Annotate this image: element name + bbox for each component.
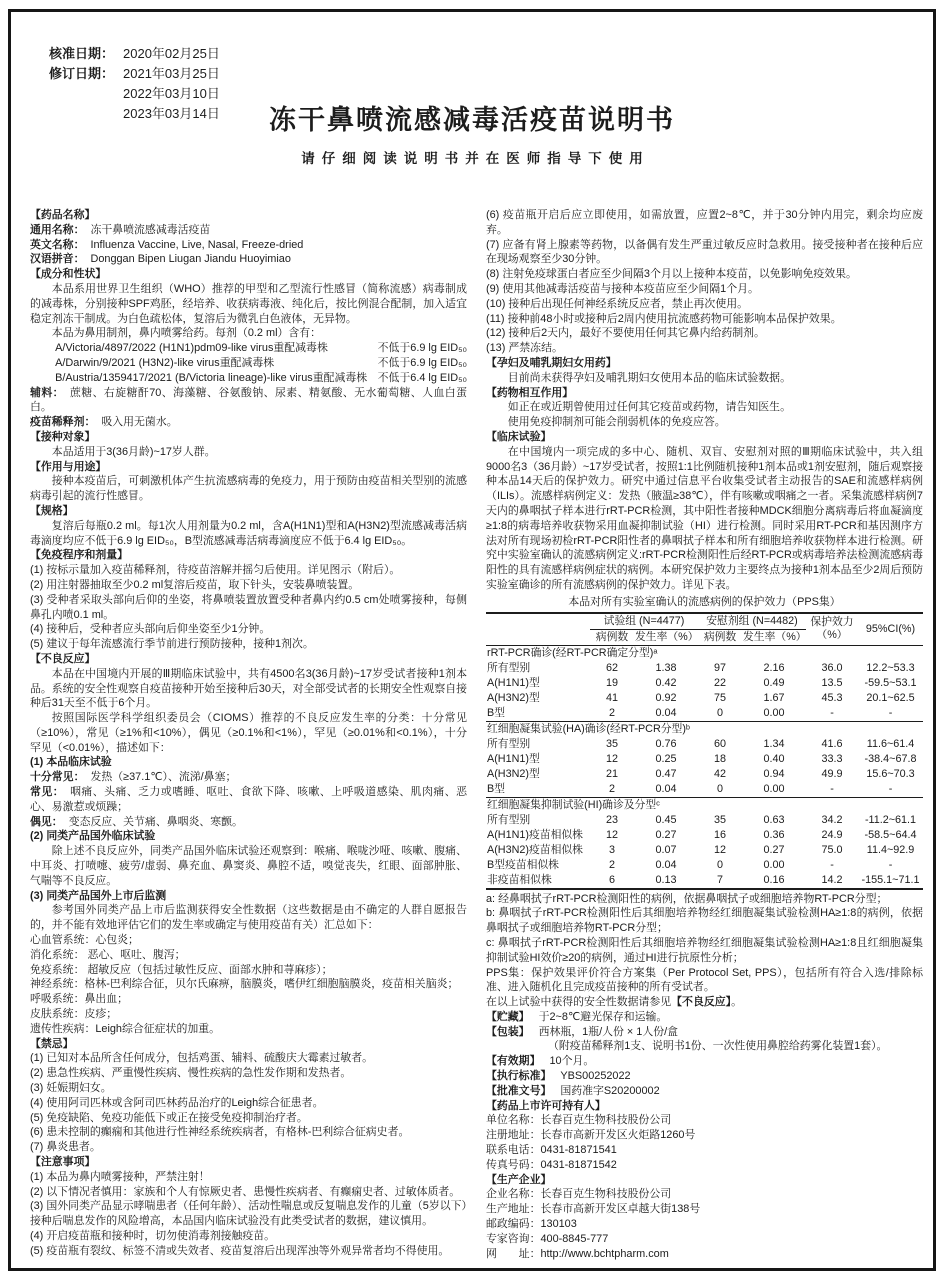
approval-date-row <box>49 44 220 64</box>
text: 。 <box>731 996 742 1009</box>
paragraph: 参考国外同类产品上市后监测获得安全性数据（这些数据是由不确定的人群自愿报告的，并不能有效地评估它们的发生率或确定与使用疫苗有关）汇总如下： <box>30 904 467 932</box>
table-cell: 14.2 <box>821 873 843 886</box>
labeled-line <box>30 785 467 815</box>
bold-subheading: (1) 本品临床试验 <box>30 756 112 769</box>
text-line: 邮政编码：130103 <box>486 1218 577 1231</box>
text-line: a: 经鼻咽拭子rRT-PCR检测阳性的病例，依据鼻咽拭子或细胞培养物RT-PCR分型； <box>486 892 888 905</box>
text-line: 单位名称：长春百克生物科技股份公司 <box>486 1114 672 1127</box>
table-cell: -59.5~53.1 <box>864 676 917 689</box>
table-cell: B型 <box>487 706 505 719</box>
text-line: 心血管系统：心包炎； <box>30 934 139 947</box>
table-cell: 19 <box>605 676 618 689</box>
text-line: (2) 用注射器抽取至少0.2 ml复溶后疫苗，取下针头，安装鼻喷装置。 <box>30 578 360 591</box>
table-cell: 34.2 <box>821 813 843 826</box>
table-cell: 97 <box>714 661 727 674</box>
heading-text: 【药品名称】 <box>30 209 96 221</box>
section-heading <box>30 652 467 667</box>
indented-line: （附疫苗稀释剂1支、说明书1份、一次性使用鼻腔给药雾化装置1套）。 <box>548 1040 888 1053</box>
strain-name: B/Austria/1359417/2021 (B/Victoria lineage)-like virus重配减毒株 <box>55 371 368 384</box>
table-cell: 23 <box>605 813 618 826</box>
table-cell: - <box>888 858 893 871</box>
paragraph: 接种本疫苗后，可刺激机体产生抗流感病毒的免疫力，用于预防由疫苗相关型别的流感病毒引起的流行性感冒。 <box>30 475 467 503</box>
text-line: (6) 患未控制的癫痫和其他进行性神经系统疾病者，有格林-巴利综合征病史者。 <box>30 1126 410 1139</box>
column-header: 发生率（%） <box>635 630 699 643</box>
table-cell: 75.0 <box>821 843 843 856</box>
line-label: 常见： <box>30 786 65 799</box>
text-line: (13) 严禁冻结。 <box>486 342 563 355</box>
paragraph: 目前尚未获得孕妇及哺乳期妇女使用本品的临床试验数据。 <box>507 371 791 384</box>
text-line: (2) 以下情况者慎用：家族和个人有惊厥史者、患慢性疾病者、有癫痫史者、过敏体质者。 <box>30 1185 461 1198</box>
text-line: (4) 接种后，受种者应头部向后仰坐姿至少1分钟。 <box>30 623 271 636</box>
table-cell: 0.00 <box>763 858 785 871</box>
table-cell: 15.6~70.3 <box>866 767 915 780</box>
table-cell: 0.40 <box>763 752 785 765</box>
table-cell: 12 <box>605 828 618 841</box>
table-cell: B型疫苗相似株 <box>487 858 559 871</box>
table-cell: 0 <box>717 706 724 719</box>
title-block <box>11 98 933 167</box>
text-line: (6) 疫苗瓶开启后应立即使用，如需放置，应置2~8℃，并于30分钟内用完，剩余均应废弃。 <box>486 209 923 236</box>
table-cell: 0.94 <box>763 767 785 780</box>
line-value: 变态反应、关节痛、鼻咽炎、寒颤。 <box>68 815 243 828</box>
table-row <box>486 843 923 858</box>
table-cell: 60 <box>714 737 727 750</box>
table-row <box>486 752 923 767</box>
text-line: 免疫系统： 超敏反应（包括过敏性反应、面部水肿和荨麻疹）； <box>30 963 333 976</box>
labeled-line <box>30 238 467 253</box>
paragraph: 如正在或近期曾使用过任何其它疫苗或药物，请告知医生。 <box>507 401 791 414</box>
efficacy-table <box>486 612 923 890</box>
table-cell: 0.07 <box>655 843 677 856</box>
table-row <box>486 737 923 752</box>
text-line: (7) 鼻炎患者。 <box>30 1141 101 1154</box>
table-cell: A(H3N2)型 <box>487 767 540 780</box>
section-heading <box>486 1099 923 1114</box>
text-line: (3) 国外同类产品显示哮喘患者（任何年龄）、活动性喘息或反复喘息发作的儿童（5岁以下）接种后喘息发作的风险增高，本品国内临床试验没有此类受试者的数据，建议慎用。 <box>30 1200 467 1228</box>
column-header: 病例数 <box>595 630 629 643</box>
text-line: (11) 接种前48小时或接种后2周内使用抗流感药物可能影响本品保护效果。 <box>486 312 842 325</box>
table-row <box>486 828 923 843</box>
table-cell: 2.16 <box>763 661 785 674</box>
right-column <box>486 208 923 1261</box>
heading-text: 【作用与用途】 <box>30 460 107 473</box>
table-cell: 45.3 <box>821 691 843 704</box>
table-cell: 0.47 <box>655 767 677 780</box>
heading-text: 【药物相互作用】 <box>486 386 574 399</box>
heading-text: 【执行标准】 <box>486 1070 552 1083</box>
text-line: 注册地址：长春市高新开发区火炬路1260号 <box>486 1129 696 1142</box>
section-heading <box>486 386 923 401</box>
table-cell: 非疫苗相似株 <box>487 873 552 886</box>
table-cell: 所有型别 <box>487 661 531 674</box>
text-line: 专家咨询：400-8845-777 <box>486 1232 609 1245</box>
text-line: 企业名称：长春百克生物科技股份公司 <box>486 1188 672 1201</box>
table-cell: 2 <box>608 858 615 871</box>
line-value: 咽痛、头痛、乏力或嗜睡、呕吐、食欲下降、咳嗽、上呼吸道感染、肌肉痛、恶心、易激惹或烦躁； <box>30 786 467 813</box>
section-heading <box>486 1173 923 1188</box>
table-cell: 0.00 <box>763 782 785 795</box>
table-cell: 1.34 <box>763 737 785 750</box>
revision-date-value: 2023年03月14日 <box>123 106 220 121</box>
strain-titer: 不低于6.9 lg EID₅₀ <box>377 356 467 369</box>
section-heading <box>486 1054 923 1069</box>
line-label: 通用名称： <box>30 223 85 236</box>
paragraph: 按照国际医学科学组织委员会（CIOMS）推荐的不良反应发生率的分类：十分常见（≥10%），常见（≥1%和<10%），偶见（≥0.1%和<1%），罕见（≥0.01%和<0.1%），十分罕见（<0.01%），描述如下： <box>30 712 467 754</box>
section-heading <box>30 430 467 445</box>
table-cell: 0.45 <box>655 813 677 826</box>
table-cell: 12.2~53.3 <box>866 661 915 674</box>
text-line: PPS集：保护效果评价符合方案集（Per Protocol Set, PPS），包括所有符合入选/排除标准、进入随机化且完成疫苗接种的所有受试者。 <box>486 966 923 994</box>
table-cell: 12 <box>714 843 727 856</box>
heading-text: 【成分和性状】 <box>30 268 107 281</box>
bold-reference: 【不良反应】 <box>671 996 732 1009</box>
table-row <box>486 767 923 782</box>
strain-titer: 不低于6.4 lg EID₅₀ <box>377 371 467 384</box>
table-section-row <box>486 645 923 661</box>
strain-row <box>30 356 467 371</box>
table-row <box>486 873 923 889</box>
text-line: (1) 本品为鼻内喷雾接种，严禁注射！ <box>30 1170 210 1183</box>
table-section-row <box>486 721 923 737</box>
table-row <box>486 676 923 691</box>
table-cell: 11.6~61.4 <box>866 737 915 750</box>
table-cell: - <box>830 706 834 719</box>
table-cell: 0.04 <box>655 782 677 795</box>
table-section-label: 红细胞凝集试验(HA)确诊(经RT-PCR分型)ᵇ <box>486 721 923 737</box>
table-cell: 6 <box>608 873 615 886</box>
table-cell: A(H1N1)型 <box>487 752 540 765</box>
table-cell: A(H1N1)型 <box>487 676 540 689</box>
line-value: 发热（≥37.1℃）、流涕/鼻塞； <box>90 771 237 784</box>
table-cell: 0.13 <box>655 873 677 886</box>
table-title: 本品对所有实验室确认的流感病例的保护效力（PPS集） <box>568 595 841 608</box>
text-line: (2) 患急性疾病、严重慢性疾病、慢性疾病的急性发作期和发热者。 <box>30 1067 352 1080</box>
text-line <box>486 995 923 1010</box>
heading-text: 【临床试验】 <box>486 430 552 443</box>
table-header-row <box>486 613 923 630</box>
table-cell: 49.9 <box>821 767 843 780</box>
strain-titer: 不低于6.9 lg EID₅₀ <box>377 342 467 355</box>
table-cell: B型 <box>487 782 505 795</box>
text-line: (5) 建议于每年流感流行季节前进行预防接种，接种1剂次。 <box>30 638 314 651</box>
line-value: 吸入用无菌水。 <box>101 416 178 429</box>
line-value: 蔗糖、右旋糖酐70、海藻糖、谷氨酸钠、尿素、精氨酸、无水葡萄糖、人血白蛋白。 <box>30 386 467 414</box>
text-line: (12) 接种后2天内，最好不要使用任何其它鼻内给药制剂。 <box>486 327 765 340</box>
labeled-line <box>30 386 467 416</box>
table-cell: -58.5~64.4 <box>864 828 917 841</box>
text-line: (3) 受种者采取头部向后仰的坐姿，将鼻喷装置放置受种者鼻内约0.5 cm处喷雾接种，每侧鼻孔内喷0.1 ml。 <box>30 593 467 621</box>
table-cell: 22 <box>714 676 727 689</box>
text-line: (1) 已知对本品所含任何成分，包括鸡蛋、辅料、硫酸庆大霉素过敏者。 <box>30 1052 374 1065</box>
heading-text: 【有效期】 <box>486 1055 541 1068</box>
table-cell: 75 <box>714 691 727 704</box>
table-cell: 0.92 <box>655 691 677 704</box>
table-cell: 36.0 <box>821 661 843 674</box>
bold-subheading: (3) 同类产品国外上市后监测 <box>30 889 167 902</box>
paragraph: 除上述不良反应外，同类产品国外临床试验还观察到：喉痛、喉咙沙哑、咳嗽、腹痛、中耳炎、打喷嚏、疲劳/虚弱、鼻充血、鼻窦炎、鼻腔不适，嗅觉丧失，红眼、面部肿胀、气喘等不良反应。 <box>30 845 467 887</box>
table-cell: 18 <box>714 752 727 765</box>
table-cell: 0.42 <box>655 676 677 689</box>
table-section-row <box>486 797 923 813</box>
table-cell: -155.1~71.1 <box>861 873 920 886</box>
strain-row <box>30 341 467 356</box>
table-row <box>486 706 923 722</box>
bold-subheading: (2) 同类产品国外临床试验 <box>30 830 156 843</box>
text-line: (4) 开启疫苗瓶和接种时，切勿使消毒剂接触疫苗。 <box>30 1229 276 1242</box>
section-heading <box>486 1025 923 1040</box>
table-row <box>486 858 923 873</box>
section-heading <box>30 548 467 563</box>
table-cell: A(H3N2)疫苗相似株 <box>487 843 583 856</box>
document-subtitle: 请仔细阅读说明书并在医师指导下使用 <box>301 151 650 166</box>
table-cell: 3 <box>608 843 615 856</box>
table-cell: 35 <box>714 813 727 826</box>
body-columns <box>30 208 923 1261</box>
table-cell: 所有型别 <box>487 737 531 750</box>
corner-cell <box>486 613 590 646</box>
table-cell: 0 <box>717 782 724 795</box>
page-border-frame <box>8 9 936 1271</box>
table-section-label: rRT-PCR确诊(经RT-PCR确定分型)ᵃ <box>487 646 658 659</box>
paragraph: 复溶后每瓶0.2 ml。每1次人用剂量为0.2 ml，含A(H1N1)型和A(H3N2)型流感减毒活病毒滴度均应不低于6.9 lg EID₅₀，B型流感减毒活病毒滴度应不低于6.4 lg EID₅₀。 <box>30 519 467 547</box>
text-line: (8) 注射免疫球蛋白者应至少间隔3个月以上接种本疫苗，以免影响免疫效果。 <box>486 268 857 281</box>
section-heading <box>486 356 923 371</box>
labeled-line <box>30 815 467 830</box>
table-cell: 20.1~62.5 <box>866 691 915 704</box>
table-cell: -38.4~67.8 <box>864 752 917 765</box>
line-label: 汉语拼音： <box>30 253 85 266</box>
table-cell: 12 <box>605 752 618 765</box>
line-label: 偶见： <box>30 815 63 828</box>
table-cell: 0.00 <box>763 706 785 719</box>
labeled-line <box>30 223 467 238</box>
section-heading <box>30 460 467 475</box>
text-line: 消化系统： 恶心、呕吐、腹泻； <box>30 948 186 961</box>
line-label: 疫苗稀释剂： <box>30 416 96 429</box>
table-cell: A(H3N2)型 <box>487 691 540 704</box>
table-cell: 0.36 <box>763 828 785 841</box>
text-line: 网 址：http://www.bchtpharm.com <box>486 1247 669 1260</box>
table-cell: 33.3 <box>821 752 843 765</box>
table-cell: 0.04 <box>655 858 677 871</box>
strain-name: A/Victoria/4897/2022 (H1N1)pdm09-like virus重配减毒株 <box>55 342 328 355</box>
strain-name: A/Darwin/9/2021 (H3N2)-like virus重配减毒株 <box>55 356 275 369</box>
section-heading <box>486 430 923 445</box>
paragraph: 本品适用于3(36月龄)~17岁人群。 <box>51 445 216 458</box>
table-cell: - <box>830 782 834 795</box>
text-line: 生产地址：长春市高新开发区卓越大街138号 <box>486 1203 701 1216</box>
table-cell: 0.76 <box>655 737 677 750</box>
table-cell: 0.25 <box>655 752 677 765</box>
heading-value: 10个月。 <box>549 1055 595 1068</box>
table-cell: 35 <box>605 737 618 750</box>
table-cell: - <box>888 782 893 795</box>
line-label: 辅料： <box>30 386 64 399</box>
heading-text: 【批准文号】 <box>486 1084 552 1097</box>
approval-date-label: 核准日期： <box>49 46 115 61</box>
text-line: c: 鼻咽拭子rRT-PCR检测阳性后其细胞培养物经红细胞凝集试验检测HA≥1:8且红细胞凝集抑制试验HI效价≥20的病例，通过HI进行抗原性分析； <box>486 936 923 964</box>
section-heading <box>486 1069 923 1084</box>
table-cell: 0.49 <box>763 676 785 689</box>
heading-value: YBS00252022 <box>560 1070 631 1083</box>
table-row <box>486 813 923 828</box>
table-cell: -11.2~61.1 <box>864 813 917 826</box>
text-line: 传真号码：0431-81871542 <box>486 1158 617 1171</box>
revision-date-value: 2021年03月25日 <box>123 66 220 81</box>
table-cell: 所有型别 <box>487 813 531 826</box>
text-line: (10) 接种后出现任何神经系统反应者，禁止再次使用。 <box>486 297 748 310</box>
table-cell: 0.16 <box>763 873 785 886</box>
text-line: (1) 按标示量加入疫苗稀释剂，待疫苗溶解并摇匀后使用。详见图示（附后）。 <box>30 564 401 577</box>
text-line: (3) 妊娠期妇女。 <box>30 1082 112 1095</box>
revision-date-value: 2022年03月10日 <box>123 86 220 101</box>
heading-value: 国药准字S20200002 <box>560 1084 660 1097</box>
revision-date-row <box>49 64 220 84</box>
table-cell: 16 <box>714 828 727 841</box>
table-cell: 0.04 <box>655 706 677 719</box>
section-heading <box>30 208 467 223</box>
approval-date-value: 2020年02月25日 <box>123 46 220 61</box>
heading-text: 【注意事项】 <box>30 1156 96 1168</box>
text: 在以上试验中获得的安全性数据请参见 <box>486 996 672 1009</box>
table-cell: 13.5 <box>821 676 843 689</box>
heading-text: 【免疫程序和剂量】 <box>30 549 129 562</box>
revision-date-label: 修订日期： <box>49 66 115 81</box>
line-label: 十分常见： <box>30 771 85 784</box>
table-cell: A(H1N1)疫苗相似株 <box>487 828 583 841</box>
section-heading <box>486 1084 923 1099</box>
heading-text: 【禁忌】 <box>30 1037 74 1050</box>
text-line: 呼吸系统：鼻出血； <box>30 993 129 1006</box>
column-group-header: 安慰剂组 (N=4482) <box>698 613 806 630</box>
line-label: 英文名称： <box>30 238 85 251</box>
line-value: 冻干鼻喷流感减毒活疫苗 <box>90 223 211 236</box>
text-line: 遗传性疾病：Leigh综合征症状的加重。 <box>30 1022 221 1035</box>
column-header: 发生率（%） <box>743 630 807 643</box>
paragraph: 本品系用世界卫生组织（WHO）推荐的甲型和乙型流行性感冒（简称流感）病毒制成的减毒株，分别接种SPF鸡胚，经培养、收获病毒液、纯化后，按比例混合配制，加入适宜稳定剂冻干制成。为白色疏松体，复溶后为微乳白色液体，无异物。 <box>30 282 467 325</box>
labeled-line <box>30 770 467 785</box>
table-cell: - <box>830 858 834 871</box>
table-cell: 42 <box>714 767 727 780</box>
heading-text: 【药品上市许可持有人】 <box>486 1099 606 1112</box>
text-line: 神经系统：格林-巴利综合征，贝尔氏麻痹，脑膜炎，嗜伊红细胞脑膜炎，疫苗相关脑炎； <box>30 978 459 991</box>
table-cell: 41.6 <box>821 737 843 750</box>
section-heading <box>30 1037 467 1052</box>
table-cell: 0.27 <box>763 843 785 856</box>
table-section-label: 红细胞凝集抑制试验(HI)确诊及分型ᶜ <box>486 797 923 813</box>
paragraph: 在中国境内一项完成的多中心、随机、双盲、安慰剂对照的Ⅲ期临床试验中，共入组9000名3（36月龄）~17岁受试者，按照1:1比例随机接种1剂本品或1剂安慰剂，随后观察接种本品14天后的保护效力。研究中通过信息平台收集受试者主动报告的SAE和流感样病例（ILIs）。流感样病例定义：发热（腋温≥38℃），伴有咳嗽或咽痛之一者。采集流感样病例7天内的鼻咽拭子样本进行rRT-PCR检测，其中阳性者接种MDCK细胞分离病毒后将血凝滴度≥1:8的病毒培养收获物采用血凝抑制试验（HI）进行检测。同时采用RT-PCR和基因测序方法对所有现场初检rRT-PCR阳性者的鼻咽拭子样本和所有细胞培养收获物样本进行检测。研究中实验室确认的流感病例定义:rRT-PCR检测阳性后经RT-PCR或病毒培养法检测流感病毒阳性的具有流感样病例症状的病例。本研究保护效力主要终点为接种1剂本品至少2周后预防实验室确诊的所有流感病例的保护效力。详见下表。 <box>486 445 923 591</box>
text-line: (4) 使用阿司匹林或含阿司匹林药品治疗的Leigh综合征患者。 <box>30 1096 324 1109</box>
section-heading <box>30 1155 467 1170</box>
table-cell: - <box>888 706 893 719</box>
paragraph: 使用免疫抑制剂可能会削弱机体的免疫应答。 <box>507 416 726 429</box>
section-heading <box>486 1010 923 1025</box>
text-line: 皮肤系统：皮疹； <box>30 1008 118 1021</box>
table-row <box>486 691 923 706</box>
heading-text: 【包装】 <box>486 1025 530 1038</box>
column-header: 保护效力（%） <box>810 616 854 642</box>
text-line: (5) 免疫缺陷、免疫功能低下或正在接受免疫抑制治疗者。 <box>30 1111 308 1124</box>
line-value: Influenza Vaccine, Live, Nasal, Freeze-dried <box>90 238 304 251</box>
column-header: 95%CI(%) <box>865 622 916 635</box>
table-cell: 24.9 <box>821 828 843 841</box>
line-value: Donggan Bipen Liugan Jiandu Huoyimiao <box>90 253 291 266</box>
heading-text: 【生产企业】 <box>486 1173 552 1186</box>
table-cell: 62 <box>605 661 618 674</box>
table-cell: 1.67 <box>763 691 785 704</box>
table-cell: 7 <box>717 873 724 886</box>
heading-value: 于2~8℃避光保存和运输。 <box>538 1010 668 1023</box>
table-row <box>486 782 923 798</box>
heading-text: 【贮藏】 <box>486 1010 530 1023</box>
text-line: 联系电话：0431-81871541 <box>486 1144 617 1157</box>
table-cell: 2 <box>608 782 615 795</box>
labeled-line <box>30 415 467 430</box>
text-line: b: 鼻咽拭子rRT-PCR检测阳性后其细胞培养物经红细胞凝集试验检测HA≥1:8的病例，依据鼻咽拭子或细胞培养物RT-PCR分型； <box>486 907 923 935</box>
table-cell: 1.38 <box>655 661 677 674</box>
strain-row <box>30 371 467 386</box>
table-cell: 21 <box>605 767 618 780</box>
left-column <box>30 208 467 1261</box>
text-line: (9) 使用其他减毒活疫苗与接种本疫苗应至少间隔1个月。 <box>486 282 759 295</box>
table-cell: 0.63 <box>763 813 785 826</box>
column-header: 病例数 <box>703 630 737 643</box>
column-group-header: 试验组 (N=4477) <box>590 613 698 630</box>
table-cell: 0 <box>717 858 724 871</box>
text-line: (5) 疫苗瓶有裂纹、标签不清或失效者、疫苗复溶后出现浑浊等外观异常者均不得使用。 <box>30 1244 450 1257</box>
table-cell: 2 <box>608 706 615 719</box>
heading-text: 【孕妇及哺乳期妇女用药】 <box>486 356 617 369</box>
heading-text: 【不良反应】 <box>30 652 96 665</box>
text-line: (7) 应备有肾上腺素等药物，以备偶有发生严重过敏反应时急救用。接受接种者在接种后应在现场观察至少30分钟。 <box>486 238 923 266</box>
paragraph: 本品为鼻用制剂，鼻内喷雾给药。每剂（0.2 ml）含有： <box>51 327 322 340</box>
document-title: 冻干鼻喷流感减毒活疫苗说明书 <box>269 105 675 135</box>
table-cell: 41 <box>605 691 618 704</box>
paragraph: 本品在中国境内开展的Ⅲ期临床试验中，共有4500名3(36月龄)~17岁受试者接种1剂本品。系统的安全性观察自疫苗接种开始至接种后30天，对全部受试者的长期安全性观察自接种后31天至不低于6个月。 <box>30 667 467 710</box>
section-heading <box>30 504 467 519</box>
section-heading <box>30 267 467 282</box>
table-row <box>486 661 923 676</box>
table-cell: 0.27 <box>655 828 677 841</box>
labeled-line <box>30 252 467 267</box>
heading-text: 【规格】 <box>30 504 74 517</box>
heading-value: 西林瓶，1瓶/人份 × 1人份/盒 <box>538 1025 679 1038</box>
table-cell: 11.4~92.9 <box>866 843 915 856</box>
heading-text: 【接种对象】 <box>30 430 96 443</box>
